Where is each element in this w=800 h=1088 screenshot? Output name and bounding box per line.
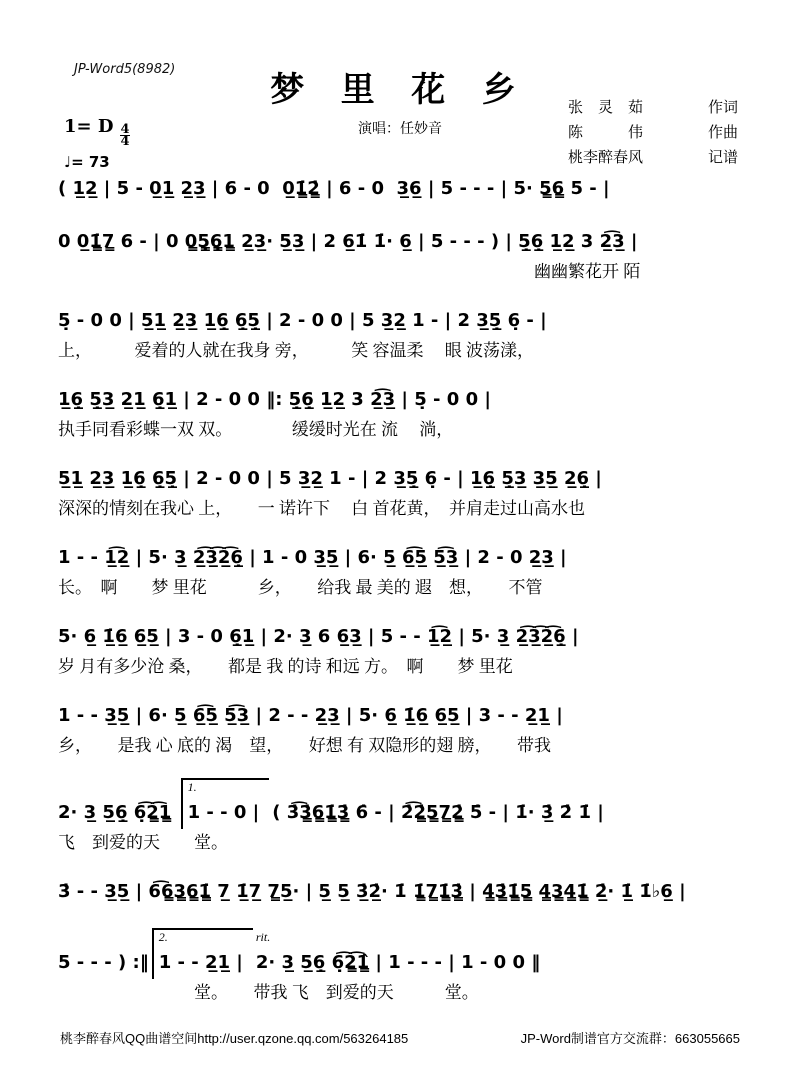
system [58, 928, 754, 1005]
system [58, 462, 754, 521]
notes: 1 - - 1̲͡2̲ | 5· 3̲ 2̲͡3̲͡2̲͡6̲̣ | 1 - 0 3̲5̲ | 6· 5̲ 6̲͡5̲ 5̲͡3̲ | 2 - 0 2̲3̲ | [58, 547, 567, 568]
system [58, 875, 754, 908]
music-segment [58, 172, 610, 205]
notes: 3̇ - - 3̲5̲ | 6͡6̳3̳6̳1̳̇ 7̲ 1̲̇7̲ 7̳5̲· | 5̲ 5̲ 3̲̇2̲̇· 1̇ 1̳̇7̳1̳̇3̳̇ | 4̳̇3̳̇1̳̇5̳ 4̳3̳4̳1̳̇ 2̲̇· 1̲̇ 1̇♭6̲ | [58, 881, 686, 902]
music-line [58, 462, 754, 495]
notes: 1 - - 3̲5̲ | 6· 5̲ 6̲͡5̲ 5̲͡3̲ | 2 - - 2̲3̲ | 5· 6̲ 1̲̇6̲ 6̲5̲ | 3 - - 2̲1̲ | [58, 705, 563, 726]
system [58, 778, 754, 855]
song-title: 梦 里 花 乡 [270, 72, 530, 109]
music-segment [58, 383, 491, 416]
footer [60, 1028, 740, 1047]
credit-name: 张 灵 茹 [568, 100, 644, 116]
lyrics-line: 长。 啊 梦 里花 乡， 给我 最 美的 遐 想， 不管 [58, 578, 543, 597]
volta-label: 1. [187, 780, 197, 794]
footer-qq-space: 桃李醉春风QQ曲谱空间http://user.qzone.qq.com/563264185 [60, 1031, 409, 1046]
lyrics-line: 岁 月有多少沧 桑， 都是 我 的诗 和远 方。 啊 梦 里花 [58, 657, 513, 676]
music-line [58, 304, 754, 337]
music-line [58, 699, 754, 732]
system [58, 699, 754, 758]
music-segment [58, 875, 686, 908]
music-line [58, 541, 754, 574]
volta-segment [152, 928, 253, 979]
score [58, 172, 754, 1025]
lyrics-line: 幽幽繁花开 陌 [58, 262, 641, 281]
music-line [58, 778, 754, 829]
music-segment [58, 304, 547, 337]
credit-row [568, 96, 738, 121]
music-segment [58, 620, 579, 653]
notes: 1 - - 2̲1̲ | [158, 952, 243, 973]
time-signature-denominator: 4 [120, 134, 130, 149]
notes: 5· 6̲ 1̲̇6̲ 6̲5̲ | 3 - 0 6̲̣1̲ | 2· 3̲ 6 6̲3̲ | 5 - - 1̲͡2̲ | 5· 3̲ 2̲͡3̲͡2̲͡6̲̣ | [58, 626, 579, 647]
lyrics-line: 执手同看彩蝶一双 双。 缓缓时光在 流 淌， [58, 420, 454, 439]
notes: 0 0̲1̳̇7̳ 6 - | 0 0̳5̳̣6̳̣1̳ 2̲3̲· 5̲3̲ | 2 6̲1̇ 1̇· 6̲ | 5 - - - ) | 5̲̣6̲̣ 1̲2̲ 3 2̲͡3̲ | [58, 231, 638, 252]
music-segment [272, 796, 604, 829]
key-signature [64, 116, 130, 147]
notes: ( 3̇͡3̳̇6̳1̳̇3̳̇ 6̇ - | 2̇͡2̳̇5̳7̳2̳̇ 5̇ - | 1̇· 3̲̇ 2̇ 1̇ | [272, 802, 604, 823]
music-segment [58, 946, 149, 979]
music-line [58, 225, 754, 258]
credit-role: 作曲 [707, 125, 738, 141]
footer-official-group: JP-Word制谱官方交流群：663055665 [520, 1031, 740, 1046]
lyrics-line: 乡， 是我 心 底的 渴 望， 好想 有 双隐形的翅 膀， 带我 [58, 736, 551, 755]
music-segment [58, 699, 563, 732]
software-watermark: JP-Word5(8982) [74, 62, 176, 77]
system [58, 172, 754, 205]
lyrics-line: 堂。 带我 飞 到爱的天 堂。 [58, 983, 479, 1002]
music-segment [58, 796, 178, 829]
music-segment [58, 225, 637, 258]
key-tempo-block [64, 116, 130, 171]
system [58, 620, 754, 679]
music-segment [58, 541, 567, 574]
volta-label: 2. [158, 930, 168, 944]
singer-credit: 演唱：任妙音 [358, 122, 442, 137]
tempo-marking: ♩= 73 [64, 153, 110, 171]
credit-row [568, 146, 738, 171]
notes: 1 - - 0 | [187, 802, 260, 823]
credit-role: 作词 [707, 100, 738, 116]
volta-segment [181, 778, 270, 829]
music-line [58, 875, 754, 908]
notes: 1̲6̲̣ 5̲̣3̲ 2̲1̲ 6̲̣1̲ | 2 - 0 0 ‖: 5̲̣6̲̣ 1̲2̲ 3 2̲͡3̲ | 5̣ - 0 0 | [58, 389, 491, 410]
music-line [58, 172, 754, 205]
credit-name: 桃李醉春风 [568, 150, 644, 166]
credit-name: 陈 伟 [568, 125, 644, 141]
rit-label: rit. [255, 930, 271, 944]
system [58, 304, 754, 363]
music-line [58, 383, 754, 416]
lyrics-line: 深深的情刻在我心 上， 一 诺许下 白 首花黄， 并肩走过山高水也 [58, 499, 585, 518]
notes: 5̲1̲ 2̲3̲ 1̲6̲̣ 6̲̣5̲̣ | 2 - 0 0 | 5 3̲2̲ 1 - | 2 3̲5̲̣ 6̣ - | 1̲6̲̣ 5̲̣3̲ 3̲5̲ 2̲6̲̣ | [58, 468, 602, 489]
lyrics-line: 飞 到爱的天 堂。 [58, 833, 228, 852]
notes: ( 1̲2̲ | 5 - 0̲1̲ 2̲3̲ | 6 - 0 0̲1̳̇2̳̇ | 6 - 0 3̲6̲ | 5 - - - | 5· 5̳6̳ 5 - | [58, 178, 610, 199]
credit-row [568, 121, 738, 146]
system [58, 225, 754, 284]
notes: 2· 3̲ 5̲6̲̣ 6̣͡2̳͡1̳ [58, 802, 178, 823]
credits-block [568, 96, 738, 171]
music-line [58, 620, 754, 653]
credit-role: 记谱 [707, 150, 738, 166]
lyrics-line: 上， 爱着的人就在我身 旁， 笑 容温柔 眼 波荡漾， [58, 341, 534, 360]
notes: 5̣ - 0 0 | 5̲1̲ 2̲3̲ 1̲6̲̣ 6̲̣5̲̣ | 2 - 0 0 | 5 3̲2̲ 1 - | 2 3̲5̲̣ 6̣ - | [58, 310, 547, 331]
system [58, 383, 754, 442]
time-signature [120, 122, 130, 149]
music-segment [256, 930, 540, 979]
system [58, 541, 754, 600]
notes: 2· 3̲ 5̲6̲̣ 6̣͡2̳͡1̳̂ | 1 - - - | 1 - 0 0 ‖ [255, 952, 541, 973]
key-signature-text: 1= D [64, 116, 114, 137]
music-segment [58, 462, 602, 495]
music-line [58, 928, 754, 979]
notes: 5 - - - ) :‖ [58, 952, 149, 973]
time-signature-numerator: 4 [120, 122, 130, 137]
